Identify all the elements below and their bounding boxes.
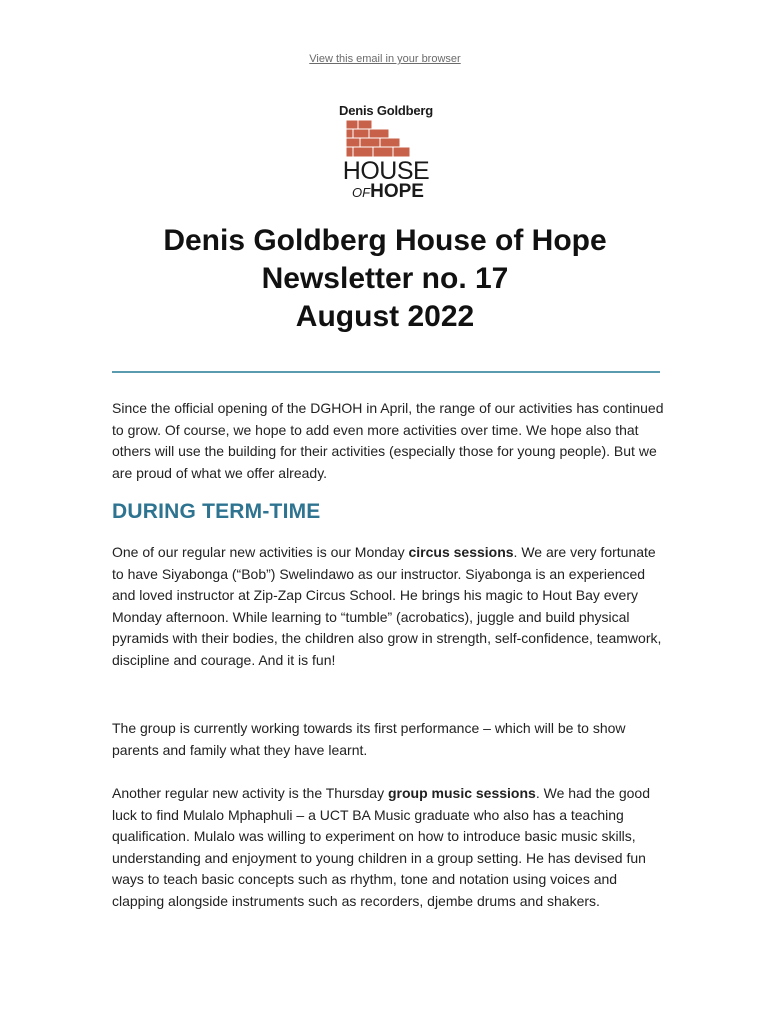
logo-of-hope <box>338 182 438 203</box>
music-bold: group music sessions <box>388 785 536 801</box>
logo-name: Denis Goldberg <box>339 103 433 118</box>
intro-paragraph: Since the official opening of the DGHOH in April, the range of our activities has continued to grow. Of course, we hope to add even more activities over time. We hope also that others will use the building for their activities (especially those for young people). But we are proud of what we offer already. <box>112 400 664 481</box>
circus-text-after: . We are very fortunate to have Siyabonga (“Bob”) Swelindawo as our instructor. Siyabonga is an experienced and loved instructor at Zip-Zap Circus School. He brings his magic to Hout Bay every Monday afternoon. While learning to “tumble” (acrobatics), juggle and build physical pyramids with their bodies, the children also grow in strength, self-confidence, teamwork, discipline and courage. And it is fun! <box>112 544 662 668</box>
brick-wall-icon <box>346 120 410 158</box>
house-of-hope-logo <box>330 100 442 204</box>
title-line-2: Newsletter no. 17 <box>261 262 509 295</box>
circus-paragraph <box>112 542 664 672</box>
section-divider <box>112 371 660 373</box>
logo-house-text: HOUSE <box>342 157 430 185</box>
logo-hope-text: HOPE <box>370 181 424 202</box>
music-text-after: . We had the good luck to find Mulalo Mphaphuli – a UCT BA Music graduate who also has a teaching qualification. Mulalo was willing to experiment on how to introduce basic music skills, understanding and enjoyment to young children in a group setting. He has devised fun ways to teach basic concepts such as rhythm, tone and notation using voices and clapping alongside instruments such as recorders, djembe drums and shakers. <box>112 785 650 909</box>
section-heading: DURING TERM-TIME <box>112 500 321 523</box>
music-paragraph <box>112 783 664 913</box>
title-line-3: August 2022 <box>295 300 475 333</box>
view-in-browser-link[interactable]: View this email in your browser <box>309 53 461 65</box>
circus-bold: circus sessions <box>408 544 514 560</box>
performance-paragraph: The group is currently working towards its first performance – which will be to show parents and family what they have learnt. <box>112 720 626 758</box>
circus-text-before: One of our regular new activities is our Monday <box>112 544 409 560</box>
logo-of-text: OF <box>352 185 371 200</box>
music-text-before: Another regular new activity is the Thursday <box>112 785 388 801</box>
title-line-1: Denis Goldberg House of Hope <box>163 224 607 257</box>
newsletter-title <box>0 222 770 336</box>
